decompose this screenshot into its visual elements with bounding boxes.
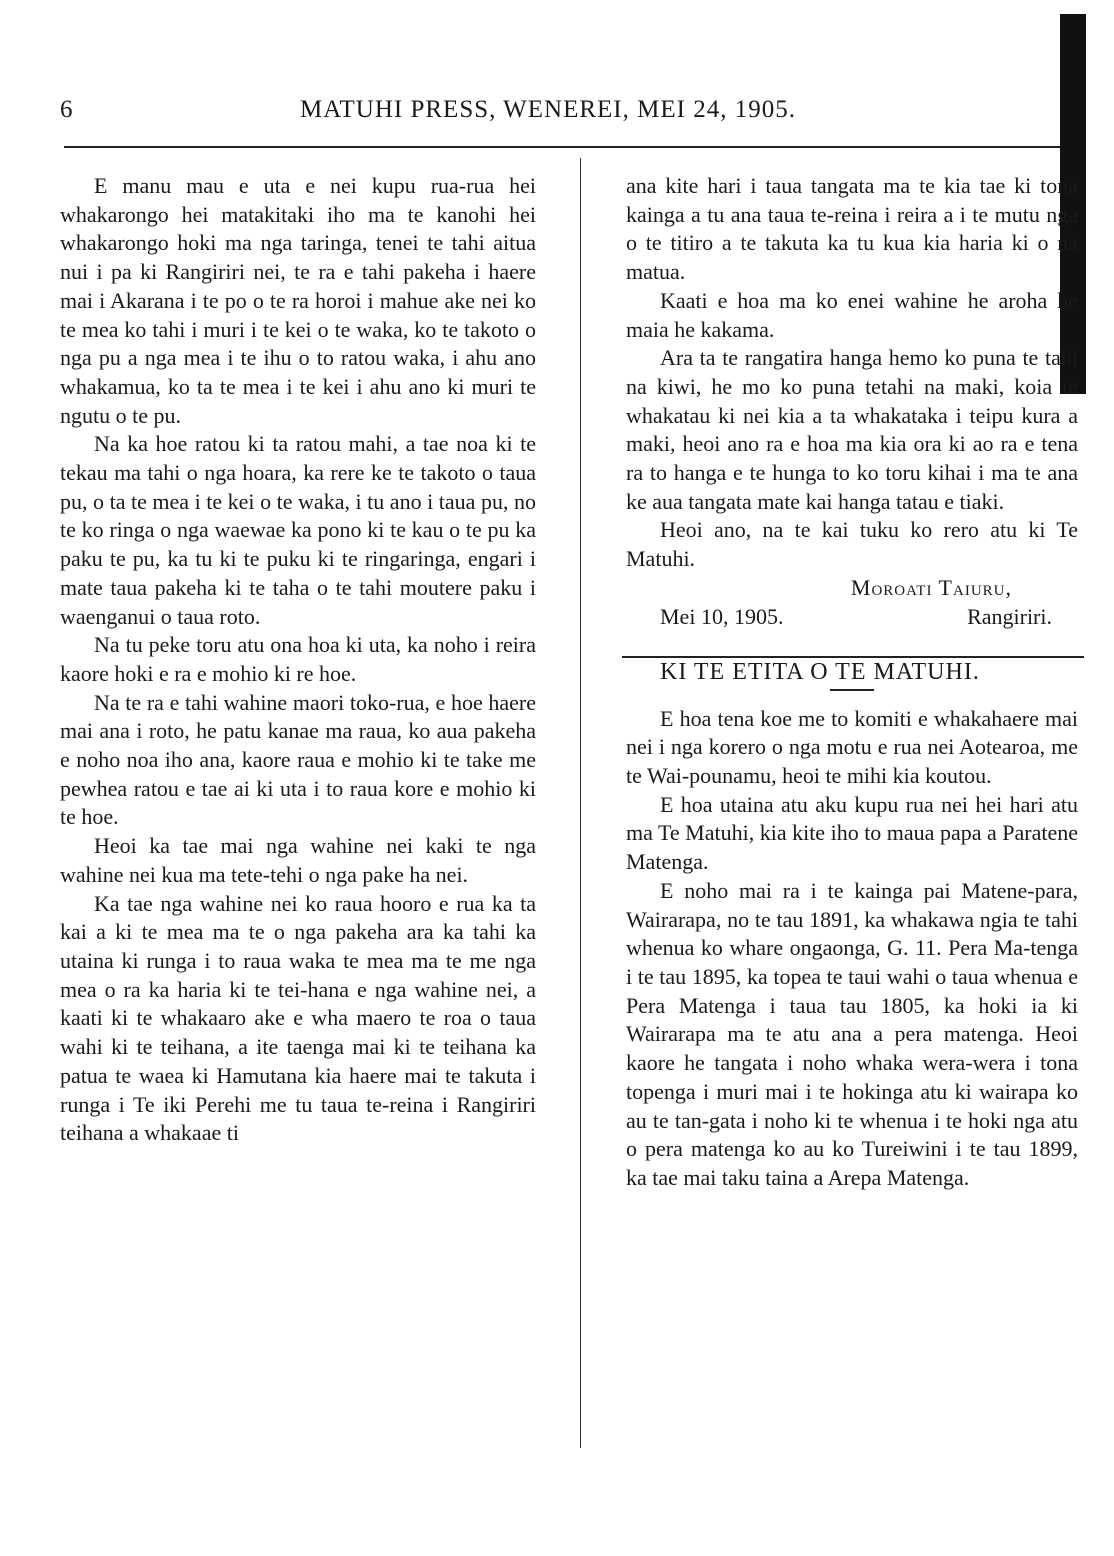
column-divider: [580, 158, 581, 1448]
article-paragraph: Ara ta te rangatira hanga hemo ko puna te tahi na kiwi, he mo ko puna tetahi na maki, koia te whakatau ki nei kia a ta whakataka i teipu kura a maki, heoi ano ra e hoa ma kia ora ki ao ra e tena ra to hanga e te hunga to ko toru kihai i ma te ana ke aua tangata mate kai hanga tatau e tiaki.: [626, 345, 1078, 514]
article-paragraph: Heoi ka tae mai nga wahine nei kaki te nga wahine nei kua ma tete-tehi o nga pake ha nei.: [60, 833, 536, 887]
article-paragraph: Na ka hoe ratou ki ta ratou mahi, a tae noa ki te tekau ma tahi o nga hoara, ka rere ke te takoto o taua pu, o ta te mea i te kei o te waka, i tu ano i taua pu, no te ko ringa o nga waewae ka pono ki te kau o te pu ka paku te pu, ka tu ki te puku ki te ringaringa, engari i mate taua pakeha ki te taha o te tahi moutere paku i waenganui o taua roto.: [60, 431, 536, 629]
header-rule: [64, 146, 1068, 148]
masthead-title: MATUHI PRESS, WENEREI, MEI 24, 1905.: [300, 96, 796, 123]
letter-date: Mei 10, 1905.: [660, 604, 784, 630]
article-paragraph: Na te ra e tahi wahine maori toko-rua, e hoe haere mai ana i roto, he patu kanae ma raua, ko aua pakeha e noho noa iho ana, kaore raua e mohio ki te take me pewhea ratou e tae ai ki uta i to raua kore e mohio ki te hoe.: [60, 689, 536, 830]
left-column: [60, 172, 536, 1148]
article-paragraph: Kaati e hoa ma ko enei wahine he aroha he maia he kakama.: [626, 287, 1078, 342]
article-paragraph: Ka tae nga wahine nei ko raua hooro e rua ka ta kai a ki te mea ma te o nga pakeha ara ka tahi ka utaina ki runga i to raua waka te mea ma te me nga mea o ra ka haria ki te tei-hana e nga wahine nei, a kaati ki te whakaaro ake e wha maero te roa o taua wahi ki te teihana, a ite taenga mai ki te teihana ka patua te waea ki Hamutana kia haere mai te takuta i runga i Te iki Perehi me tu taua te-reina i Rangiriri teihana a whakaae ti: [60, 890, 536, 1146]
page-header: [60, 96, 1040, 132]
page-number: 6: [60, 96, 74, 123]
section-title: KI TE ETITA O TE MATUHI.: [660, 658, 980, 685]
article-paragraph: Heoi ano, na te kai tuku ko rero atu ki Te Matuhi.: [626, 517, 1078, 572]
article-paragraph: E noho mai ra i te kainga pai Matene-para, Wairarapa, no te tau 1891, ka whakawa ngia te tahi whenua ko whare ongaonga, G. 11. Pera Ma-tenga i te tau 1895, ka topea te taui wahi o taua whenua e Pera Matenga i taua tau 1805, ka hoki ia ki Wairarapa ma te atu ana a pera matenga. Heoi kaore he tangata i noho whaka wera-wera i tona topenga i muri mai i te hokinga atu ki wairapa ko au te tan-gata i noho ki te whenua i te hoki nga atu o pera matenga ko au ko Tureiwini i te tau 1899, ka tae mai taku taina a Arepa Matenga.: [626, 877, 1078, 1190]
article-paragraph: Na tu peke toru atu ona hoa ki uta, ka noho i reira kaore hoki e ra e mohio ki re hoe.: [60, 632, 536, 686]
article-paragraph: E hoa utaina atu aku kupu rua nei hei hari atu ma Te Matuhi, kia kite iho to maua papa a Paratene Matenga.: [626, 791, 1078, 875]
signature-name: Moroati Taiuru,: [850, 574, 1012, 600]
article-paragraph: ana kite hari i taua tangata ma te kia tae ki tona kainga a tu ana taua te-reina i reira a i te mutu nga o te titiro a te takuta ka tu kua kia haria ki o na matua.: [626, 173, 1078, 285]
article-paragraph: E hoa tena koe me to komiti e whakahaere mai nei i nga korero o nga motu e rua nei Aotearoa, me te Wai-pounamu, heoi te mihi kia koutou.: [626, 705, 1078, 789]
signature-place: Rangiriri.: [967, 603, 1052, 629]
title-rule: [830, 689, 874, 691]
article-paragraph: E manu mau e uta e nei kupu rua-rua hei whakarongo hei matakitaki iho ma te kanohi hei whakarongo hoki ma nga taringa, tenei te tahi aitua nui i pa ki Rangiriri nei, te ra e tahi pakeha i haere mai i Akarana i te po o te ra horoi i mahue ake nei ko te mea ko tahi i muri i te kei o te waka, ko te takoto o nga pu a nga mea i te ihu o to ratou waka, i ahu ano whakamua, ko ta te mea i te kei i ahu ano ki muri te ngutu o te pu.: [60, 173, 536, 428]
right-column: [626, 172, 1078, 1193]
